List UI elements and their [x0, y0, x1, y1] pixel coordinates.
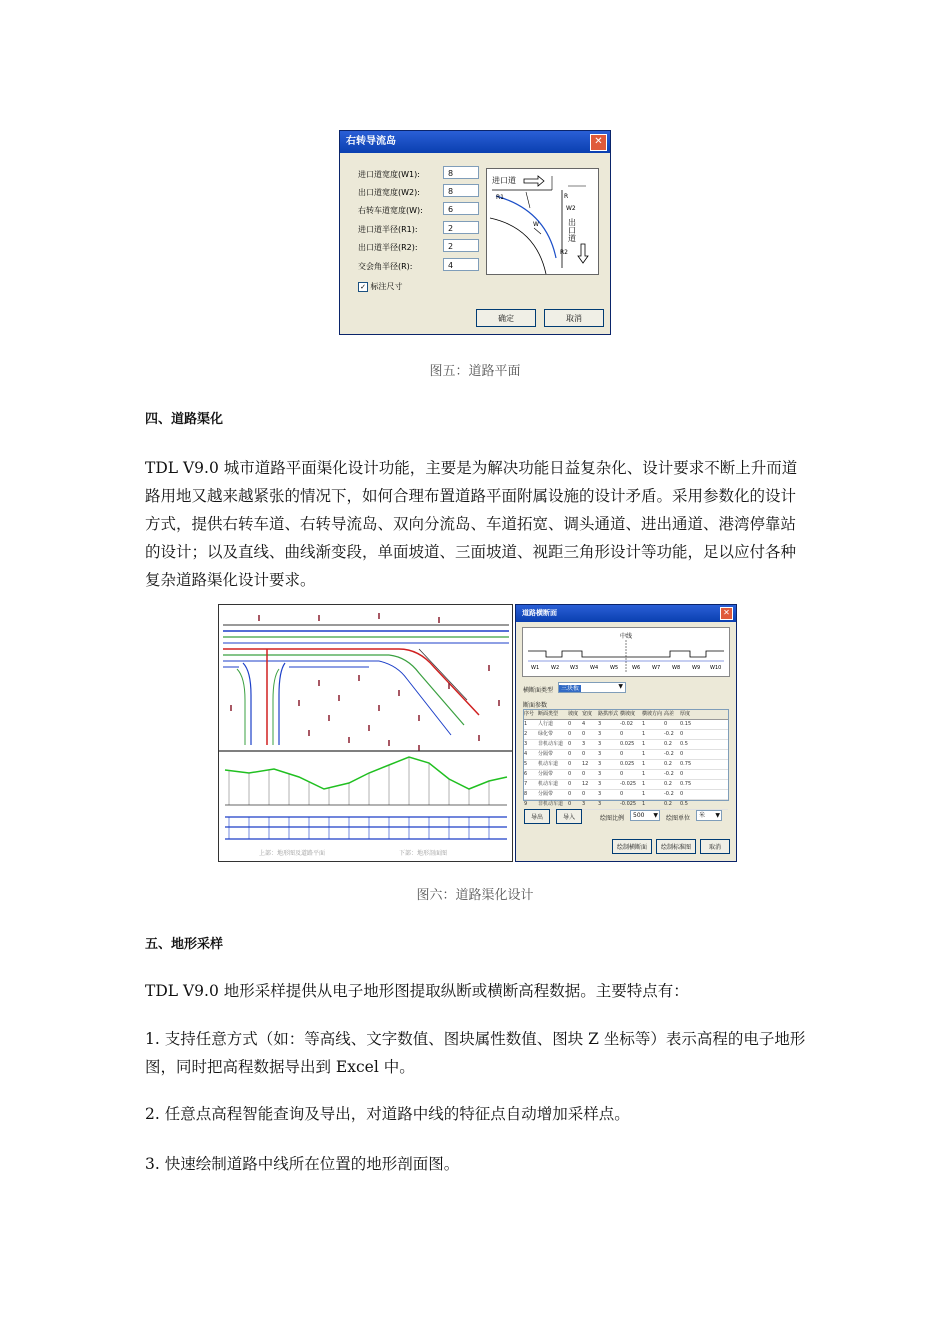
table-cell: 3: [598, 731, 602, 737]
cancel-button[interactable]: 取消: [544, 309, 604, 327]
diagram-r: R: [564, 193, 569, 200]
ok-button[interactable]: 确定: [476, 309, 536, 327]
field-label-r: 交会角半径(R):: [358, 262, 413, 271]
header-cell: 断面类型: [538, 711, 559, 717]
table-cell: 12: [582, 781, 589, 787]
r1-input[interactable]: 2: [443, 221, 479, 234]
table-cell: 3: [582, 741, 586, 747]
lane-label-w7: W7: [652, 665, 661, 671]
table-cell: 1: [642, 741, 646, 747]
r-input[interactable]: 4: [443, 258, 479, 271]
table-cell: 3: [598, 741, 602, 747]
section5-item3: 3. 快速绘制道路中线所在位置的地形剖面图。: [145, 1155, 460, 1173]
table-cell: 3: [598, 721, 602, 727]
lane-label-w10: W10: [710, 665, 722, 671]
table-cell: 0: [680, 791, 684, 797]
unit-label: 绘图单位: [666, 815, 691, 822]
unit-value: 米: [699, 812, 706, 819]
diagram-r1: R1: [496, 194, 504, 201]
table-cell: 3: [598, 771, 602, 777]
check-icon: ✓: [358, 282, 368, 292]
params-label: 断面参数: [523, 702, 548, 709]
lane-label-w4: W4: [590, 665, 599, 671]
table-cell: 0: [568, 771, 572, 777]
section5-item1: 1. 支持任意方式（如：等高线、文字数值、图块属性数值、图块 Z 坐标等）表示高程的电子地形图，同时把高程数据导出到 Excel 中。: [145, 1030, 806, 1076]
table-cell: 0: [620, 791, 624, 797]
table-row[interactable]: [524, 720, 728, 730]
cad-label-top: 上部：地形图及道路平面: [259, 850, 326, 857]
table-cell: 0: [582, 731, 586, 737]
dialog-title: 右转导流岛: [346, 136, 396, 147]
table-row[interactable]: [524, 740, 728, 750]
import-button[interactable]: 导入: [556, 809, 582, 824]
header-cell: 厚度: [680, 711, 691, 717]
table-cell: 0: [620, 771, 624, 777]
table-header: [524, 710, 728, 720]
table-row[interactable]: [524, 800, 728, 810]
table-cell: 0.75: [680, 781, 692, 787]
params-table[interactable]: [523, 709, 729, 807]
table-cell: 分隔带: [538, 791, 554, 797]
checkbox-label: 标注尺寸: [370, 282, 403, 291]
table-cell: 3: [598, 761, 602, 767]
table-cell: -0.2: [664, 791, 674, 797]
table-cell: 1: [642, 771, 646, 777]
table-cell: 0.2: [664, 761, 672, 767]
table-cell: 3: [582, 801, 586, 807]
table-cell: 7: [524, 781, 528, 787]
table-cell: -0.2: [664, 751, 674, 757]
table-cell: 3: [598, 751, 602, 757]
table-cell: 1: [642, 731, 646, 737]
figure6-caption: 图六：道路渠化设计: [416, 888, 534, 903]
table-cell: 1: [642, 721, 646, 727]
header-cell: 路拱形式: [598, 711, 619, 717]
draw-standard-button[interactable]: 绘制标准图: [656, 839, 696, 854]
table-cell: 0: [582, 771, 586, 777]
close-icon[interactable]: ✕: [590, 134, 607, 151]
table-cell: 0: [680, 731, 684, 737]
table-cell: 0.025: [620, 761, 635, 767]
table-cell: 1: [524, 721, 528, 727]
table-cell: 0.2: [664, 781, 672, 787]
lane-label-w3: W3: [570, 665, 579, 671]
table-row[interactable]: [524, 770, 728, 780]
chevron-down-icon: ▼: [618, 683, 623, 690]
table-cell: 0: [568, 781, 572, 787]
diagram-w: W: [533, 221, 539, 228]
lane-label-w2: W2: [551, 665, 560, 671]
table-cell: 非机动车道: [538, 801, 564, 807]
figure5-caption: 图五：道路平面: [429, 364, 521, 379]
table-cell: 0.15: [680, 721, 692, 727]
table-cell: 0: [568, 801, 572, 807]
table-cell: -0.02: [620, 721, 633, 727]
table-cell: 12: [582, 761, 589, 767]
section5-item2: 2. 任意点高程智能查询及导出，对道路中线的特征点自动增加采样点。: [145, 1105, 630, 1123]
table-row[interactable]: [524, 760, 728, 770]
scale-select[interactable]: [630, 810, 660, 821]
table-cell: 0.5: [680, 741, 688, 747]
table-cell: 4: [524, 751, 528, 757]
section-type-value: 三块板: [561, 685, 580, 692]
field-label-w1: 进口道宽度(W1):: [358, 170, 420, 179]
table-cell: 0: [680, 771, 684, 777]
field-label-w2: 出口道宽度(W2):: [358, 188, 420, 197]
dialog-titlebar: [340, 131, 610, 153]
table-cell: 分隔带: [538, 751, 554, 757]
table-cell: 3: [524, 741, 528, 747]
section5-intro: TDL V9.0 地形采样提供从电子地形图提取纵断或横断高程数据。主要特点有：: [145, 982, 689, 1000]
table-cell: 5: [524, 761, 528, 767]
header-cell: 横坡方向: [642, 711, 663, 717]
table-cell: 8: [524, 791, 528, 797]
close-icon[interactable]: ✕: [720, 607, 733, 620]
table-cell: 2: [524, 731, 528, 737]
table-cell: -0.2: [664, 771, 674, 777]
table-cell: 0.2: [664, 741, 672, 747]
section4-text: TDL V9.0 城市道路平面渠化设计功能，主要是为解决功能日益复杂化、设计要求不断上升而道路用地又越来越紧张的情况下，如何合理布置道路平面附属设施的设计矛盾。采用参数化的设计方式，提供右转车道、右转导流岛、双向分流岛、车道拓宽、调头通道、进出通道、港湾停靠站的设计；以及直线、曲线渐变段，单面坡道、三面坡道、视距三角形设计等功能，足以应付各种复杂道路渠化设计要求。: [145, 459, 798, 589]
table-row[interactable]: [524, 780, 728, 790]
table-cell: 6: [524, 771, 528, 777]
header-cell: 坡度: [568, 711, 579, 717]
table-cell: 0.5: [680, 801, 688, 807]
table-cell: 1: [642, 801, 646, 807]
table-cell: -0.025: [620, 781, 637, 787]
lane-label-w6: W6: [632, 665, 641, 671]
table-cell: 0: [582, 791, 586, 797]
table-cell: 非机动车道: [538, 741, 564, 747]
diagram-entry-label: 进口道: [492, 176, 516, 185]
table-cell: -0.2: [664, 731, 674, 737]
table-cell: 机动车道: [538, 781, 559, 787]
field-label-r1: 进口道半径(R1):: [358, 225, 418, 234]
diagram-w2: W2: [566, 205, 576, 212]
table-cell: 0: [664, 721, 668, 727]
table-cell: 0: [568, 751, 572, 757]
island-diagram: [486, 168, 599, 275]
table-cell: 4: [582, 721, 586, 727]
table-cell: 0: [568, 721, 572, 727]
scale-label: 绘图比例: [600, 815, 625, 822]
table-cell: 0.025: [620, 741, 635, 747]
table-cell: 0: [582, 751, 586, 757]
field-label-w: 右转车道宽度(W):: [358, 206, 423, 215]
table-cell: 0: [568, 791, 572, 797]
center-label: 中线: [620, 633, 633, 640]
table-cell: 3: [598, 781, 602, 787]
table-cell: 0.2: [664, 801, 672, 807]
chevron-down-icon: ▼: [715, 812, 720, 819]
lane-label-w9: W9: [692, 665, 701, 671]
table-row[interactable]: [524, 730, 728, 740]
section-preview: [522, 627, 730, 677]
section4-paragraph: [145, 454, 810, 594]
section4-heading: 四、道路渠化: [145, 412, 224, 427]
table-cell: 0: [620, 731, 624, 737]
table-cell: 3: [598, 791, 602, 797]
cross-cancel-button[interactable]: 取消: [700, 839, 730, 854]
cad-drawing: [218, 604, 513, 862]
header-cell: 高差: [664, 711, 675, 717]
diagram-r2: R2: [560, 249, 568, 256]
figure6: [218, 604, 737, 862]
unit-select[interactable]: [696, 810, 722, 821]
header-cell: 序号: [524, 711, 535, 717]
diagram-exit-label: 出口道: [567, 218, 577, 242]
table-row[interactable]: [524, 750, 728, 760]
table-cell: 1: [642, 791, 646, 797]
w-input[interactable]: 6: [443, 202, 479, 215]
table-cell: 9: [524, 801, 528, 807]
table-cell: 0: [568, 731, 572, 737]
table-cell: 1: [642, 751, 646, 757]
chevron-down-icon: ▼: [653, 812, 658, 819]
table-cell: 1: [642, 761, 646, 767]
dimension-checkbox[interactable]: [358, 281, 403, 292]
lane-label-w5: W5: [610, 665, 619, 671]
table-cell: -0.025: [620, 801, 637, 807]
table-cell: 机动车道: [538, 761, 559, 767]
export-button[interactable]: 导出: [524, 809, 550, 824]
r2-input[interactable]: 2: [443, 239, 479, 252]
table-cell: 0: [568, 761, 572, 767]
draw-section-button[interactable]: 绘制横断面: [612, 839, 652, 854]
cad-canvas: [219, 605, 512, 861]
cross-section-dialog: [515, 604, 737, 862]
table-cell: 人行道: [538, 721, 554, 727]
table-cell: 0: [568, 741, 572, 747]
table-cell: 0.75: [680, 761, 692, 767]
w2-input[interactable]: 8: [443, 184, 479, 197]
table-body: [524, 720, 728, 810]
section-type-select[interactable]: [558, 682, 626, 693]
header-cell: 横坡度: [620, 711, 636, 717]
table-cell: 0: [620, 751, 624, 757]
lane-label-w8: W8: [672, 665, 681, 671]
cad-label-bottom: 下部：地形剖面图: [399, 850, 448, 857]
table-cell: 绿化带: [538, 731, 554, 737]
scale-value: 500: [633, 812, 645, 819]
header-cell: 宽度: [582, 711, 593, 717]
table-cell: 3: [598, 801, 602, 807]
cross-dialog-title: 道路横断面: [522, 609, 557, 617]
table-cell: 分隔带: [538, 771, 554, 777]
table-row[interactable]: [524, 790, 728, 800]
right-turn-island-dialog: [339, 130, 611, 335]
section5-heading: 五、地形采样: [145, 937, 224, 952]
w1-input[interactable]: 8: [443, 166, 479, 179]
table-cell: 0: [680, 751, 684, 757]
cross-dialog-titlebar: [516, 605, 736, 622]
table-cell: 1: [642, 781, 646, 787]
lane-label-w1: W1: [531, 665, 540, 671]
section-type-label: 横断面类型: [523, 687, 554, 694]
field-label-r2: 出口道半径(R2):: [358, 243, 418, 252]
